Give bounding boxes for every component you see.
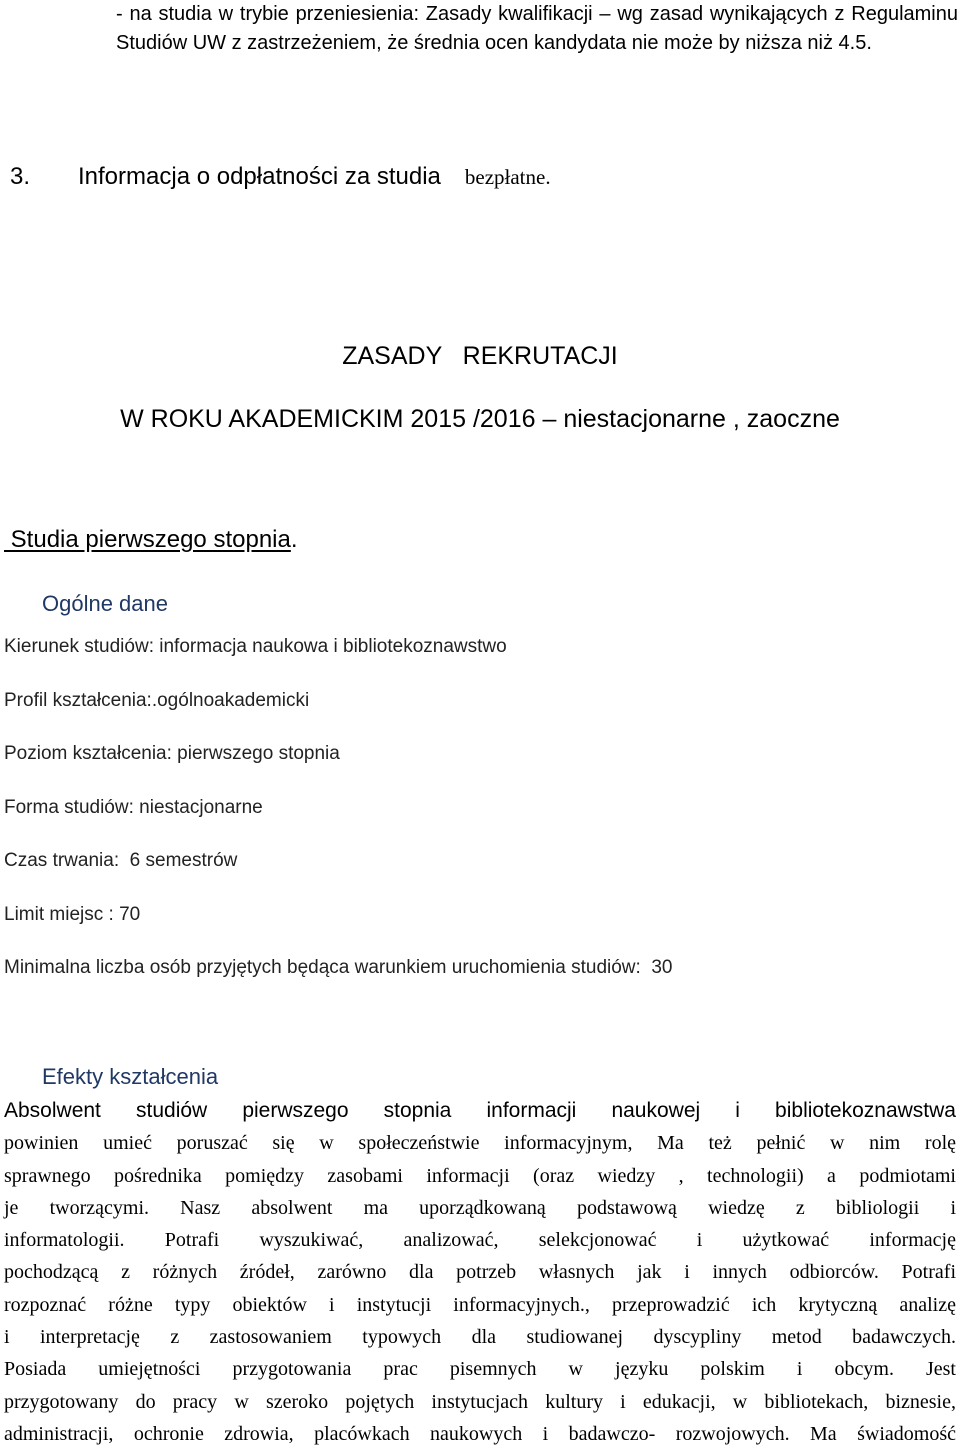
efekty-line: sprawnego pośrednika pomiędzy zasobami informacji (oraz wiedzy , technologii) a podmiotami: [4, 1164, 956, 1187]
efekty-line: i interpretację z zastosowaniem typowych dla studiowanej dyscypliny metod badawczych.: [4, 1326, 956, 1349]
field-czas: Czas trwania: 6 semestrów: [4, 850, 238, 871]
field-forma: Forma studiów: niestacjonarne: [4, 797, 263, 818]
efekty-line: Posiada umiejętności przygotowania prac pisemnych w języku polskim i obcym. Jest: [4, 1358, 956, 1381]
section-value: bezpłatne.: [464, 165, 551, 189]
intro-paragraph: - na studia w trybie przeniesienia: Zasady kwalifikacji – wg zasad wynikających z Regulaminu Studiów UW z zastrzeżeniem, że średnia ocen kandydata nie może by niższa niż 4.5.: [116, 3, 958, 54]
efekty-line: powinien umieć poruszać się w społeczeństwie informacyjnym, Ma też pełnić w nim rolę: [4, 1132, 956, 1155]
efekty-heading: Efekty kształcenia: [42, 1064, 219, 1089]
field-profil: Profil kształcenia:.ogólnoakademicki: [4, 690, 310, 711]
efekty-paragraph: [4, 1095, 956, 1450]
section-payment-info: [10, 163, 551, 191]
efekty-line: Absolwent studiów pierwszego stopnia informacji naukowej i bibliotekoznawstwa: [4, 1099, 956, 1122]
studia-title-text: Studia pierwszego stopnia: [4, 526, 291, 553]
efekty-line: administracji, ochronie zdrowia, placówkach naukowych i badawczo- rozwojowych. Ma świadomość: [4, 1422, 956, 1445]
efekty-line: pochodzącą z różnych źródeł, zarówno dla potrzeb własnych jak i innych odbiorców. Potrafi: [4, 1261, 956, 1284]
field-limit: Limit miejsc : 70: [4, 904, 141, 925]
academic-year-heading: W ROKU AKADEMICKIM 2015 /2016 – niestacjonarne , zaoczne: [120, 405, 840, 433]
section-number: 3.: [10, 163, 31, 190]
field-kierunek: Kierunek studiów: informacja naukowa i bibliotekoznawstwo: [4, 636, 507, 657]
efekty-line: informatologii. Potrafi wyszukiwać, analizować, selekcjonować i użytkować informację: [4, 1229, 956, 1252]
field-poziom: Poziom kształcenia: pierwszego stopnia: [4, 743, 340, 764]
section-label: Informacja o odpłatności za studia: [78, 163, 441, 190]
field-minimalna: Minimalna liczba osób przyjętych będąca warunkiem uruchomienia studiów: 30: [4, 957, 673, 978]
studia-title-suffix: .: [290, 526, 298, 553]
ogolne-dane-heading: Ogólne dane: [42, 591, 168, 616]
efekty-line: je tworzącymi. Nasz absolwent ma uporządkowaną podstawową wiedzę z bibliologii i: [4, 1196, 956, 1219]
recruitment-heading: ZASADY REKRUTACJI: [342, 342, 618, 370]
efekty-line: rozpoznać różne typy obiektów i instytucji informacyjnych., przeprowadzić ich krytyczną analizę: [4, 1293, 956, 1316]
efekty-line: przygotowany do pracy w szeroko pojętych instytucjach kultury i edukacji, w bibliotekach, biznesie,: [4, 1390, 956, 1413]
studia-title: [4, 526, 298, 554]
